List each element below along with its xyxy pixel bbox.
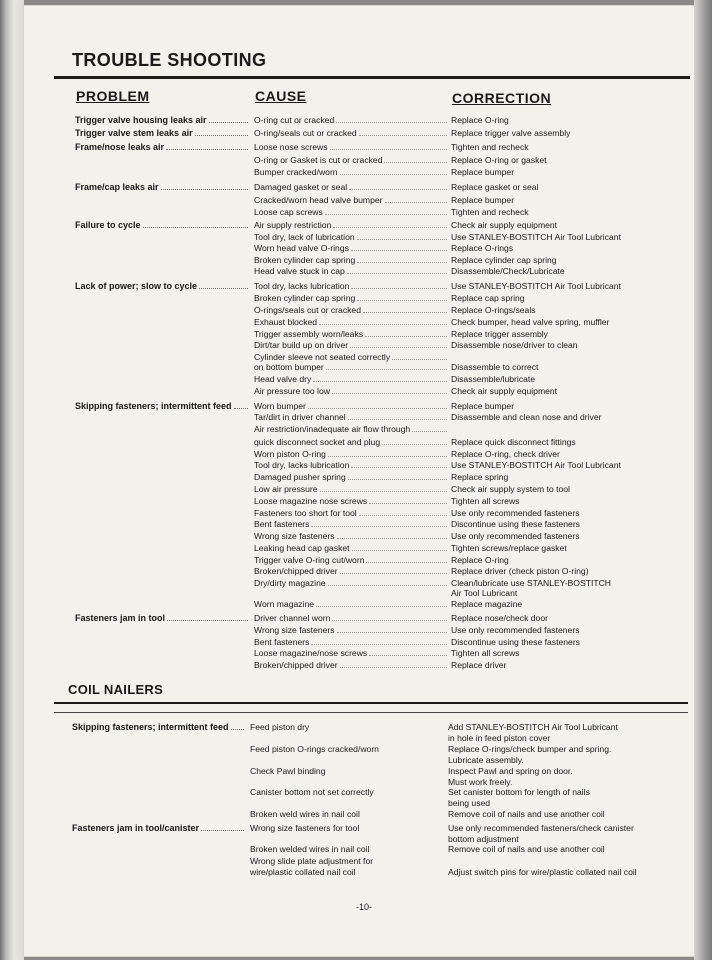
correction-text: Air Tool Lubricant (451, 588, 518, 598)
problem-text: Lack of power; slow to cycle (75, 281, 198, 291)
cause-text: Broken welded wires in nail coil (250, 844, 370, 854)
cause-label (254, 329, 449, 339)
cause-text: Broken/chipped driver (254, 566, 338, 576)
cause-label (254, 220, 449, 230)
correction-text: Replace O-ring (451, 115, 509, 125)
cause-text: Bent fasteners (254, 519, 310, 529)
cause-label (254, 566, 449, 576)
cause-label (250, 844, 446, 854)
correction-text: Check air supply equipment (451, 220, 558, 230)
correction-text: Use STANLEY-BOSTITCH Air Tool Lubricant (451, 460, 621, 470)
cause-text: Air restriction/inadequate air flow through (254, 424, 411, 434)
problem-text: Trigger valve housing leaks air (75, 115, 207, 125)
cause-label (254, 460, 449, 470)
cause-label (254, 625, 449, 635)
cause-label (254, 412, 449, 422)
coil-nailers-title: COIL NAILERS (68, 682, 164, 697)
cause-label (250, 744, 446, 754)
problem-text: Failure to cycle (75, 220, 141, 230)
page-title: TROUBLE SHOOTING (72, 50, 267, 70)
dot-leader (167, 620, 248, 621)
dot-leader (328, 585, 447, 586)
problem-text: Frame/nose leaks air (75, 142, 165, 152)
correction-text: Set canister bottom for length of nails (448, 787, 590, 797)
title-rule (54, 76, 690, 79)
dot-leader (350, 347, 447, 348)
dot-leader (359, 515, 447, 516)
cause-text: Broken cylinder cap spring (254, 293, 356, 303)
correction-text: Remove coil of nails and use another coil (448, 809, 605, 819)
problem-label (72, 722, 246, 732)
cause-label (254, 599, 449, 609)
correction-text: Replace trigger assembly (451, 329, 548, 339)
correction-text: Discontinue using these fasteners (451, 637, 580, 647)
cause-text: Wrong size fasteners for tool (250, 823, 360, 833)
cause-label (254, 115, 449, 125)
problem-text: Frame/cap leaks air (75, 182, 159, 192)
cause-label (254, 424, 449, 434)
cause-text: Broken weld wires in nail coil (250, 809, 360, 819)
cause-label (254, 543, 449, 553)
cause-text: Cylinder sleeve not seated correctly (254, 352, 391, 362)
correction-text: Replace O-ring (451, 555, 509, 565)
cause-label (254, 305, 449, 315)
cause-label (254, 243, 449, 253)
cause-label (254, 472, 449, 482)
dot-leader (311, 644, 447, 645)
correction-text: Replace O-ring, check driver (451, 449, 560, 459)
cause-label (254, 266, 449, 276)
dot-leader (359, 135, 447, 136)
correction-text: Tighten all screws (451, 648, 520, 658)
cause-label (254, 167, 449, 177)
cause-text: Cracked/worn head valve bumper (254, 195, 383, 205)
cause-label (254, 142, 449, 152)
problem-text: Trigger valve stem leaks air (75, 128, 193, 138)
correction-text: Use only recommended fasteners (451, 625, 580, 635)
correction-text: Check air supply equipment (451, 386, 558, 396)
cause-label (250, 823, 446, 833)
problem-label (75, 142, 250, 152)
cause-label (254, 555, 449, 565)
correction-text: Tighten and recheck (451, 207, 529, 217)
cause-label (254, 484, 449, 494)
cause-text: Low air pressure (254, 484, 318, 494)
cause-label (250, 867, 446, 877)
section-rule-thin (54, 712, 688, 713)
correction-text: Disassemble/Check/Lubricate (451, 266, 565, 276)
correction-text: Disassemble/lubricate (451, 374, 536, 384)
cause-text: Dirt/tar build up on driver (254, 340, 349, 350)
cause-text: Loose cap screws (254, 207, 323, 217)
cause-label (254, 195, 449, 205)
correction-text: Disassemble nose/driver to clean (451, 340, 578, 350)
cause-label (254, 362, 449, 372)
correction-text: Use STANLEY-BOSTITCH Air Tool Lubricant (451, 281, 621, 291)
cause-label (254, 449, 449, 459)
dot-leader (412, 431, 447, 432)
correction-text: Replace O-rings/seals (451, 305, 536, 315)
cause-text: Broken cylinder cap spring (254, 255, 356, 265)
cause-text: Wrong slide plate adjustment for (250, 856, 374, 866)
dot-leader (365, 336, 447, 337)
cause-label (254, 374, 449, 384)
correction-text: Replace O-rings/check bumper and spring. (448, 744, 612, 754)
problem-label (75, 182, 250, 192)
dot-leader (340, 174, 447, 175)
correction-text: Use only recommended fasteners (451, 531, 580, 541)
cause-label (254, 578, 449, 588)
cause-text: O-rings/seals cut or cracked (254, 305, 361, 315)
dot-leader (319, 324, 447, 325)
cause-text: O-ring cut or cracked (254, 115, 335, 125)
problem-label (75, 281, 250, 291)
cause-text: Damaged gasket or seal (254, 182, 348, 192)
cause-text: Wrong size fasteners (254, 625, 335, 635)
cause-label (254, 637, 449, 647)
cause-label (254, 660, 449, 670)
cause-text: Feed piston dry (250, 722, 310, 732)
correction-text: Check bumper, head valve spring, muffler (451, 317, 610, 327)
cause-text: Check Pawl binding (250, 766, 326, 776)
cause-label (250, 722, 446, 732)
dot-leader (166, 149, 248, 150)
correction-text: Use STANLEY-BOSTITCH Air Tool Lubricant (451, 232, 621, 242)
correction-text: Replace gasket or seal (451, 182, 539, 192)
correction-text: Must work freely. (448, 777, 513, 787)
dot-leader (326, 369, 447, 370)
dot-leader (357, 262, 447, 263)
dot-leader (336, 122, 447, 123)
correction-text: Disassemble and clean nose and driver (451, 412, 602, 422)
cause-label (254, 519, 449, 529)
cause-text: Bent fasteners (254, 637, 310, 647)
cause-text: quick disconnect socket and plug (254, 437, 381, 447)
cause-text: Loose nose screws (254, 142, 328, 152)
cause-text: Fasteners too short for tool (254, 508, 357, 518)
correction-text: Discontinue using these fasteners (451, 519, 580, 529)
correction-text: Replace bumper (451, 401, 515, 411)
cause-label (254, 182, 449, 192)
problem-label (75, 115, 250, 125)
problem-label (72, 823, 246, 833)
cause-label (254, 207, 449, 217)
correction-text: Tighten and recheck (451, 142, 529, 152)
correction-text: Use only recommended fasteners/check canister (448, 823, 634, 833)
cause-text: Broken/chipped driver (254, 660, 338, 670)
cause-label (254, 496, 449, 506)
correction-text: Replace driver (451, 660, 507, 670)
cause-text: Head valve stuck in cap (254, 266, 345, 276)
dot-leader (337, 632, 447, 633)
dot-leader (161, 189, 248, 190)
correction-text: Adjust switch pins for wire/plastic collated nail coil (448, 867, 637, 877)
correction-text: Add STANLEY-BOSTITCH Air Tool Lubricant (448, 722, 618, 732)
dot-leader (325, 214, 447, 215)
correction-text: Replace bumper (451, 195, 515, 205)
correction-header: CORRECTION (452, 90, 552, 106)
cause-label (254, 293, 449, 303)
cause-text: Damaged pusher spring (254, 472, 346, 482)
cause-text: Exhaust blocked (254, 317, 318, 327)
correction-text: Replace bumper (451, 167, 515, 177)
dot-leader (143, 227, 248, 228)
correction-text: Replace quick disconnect fittings (451, 437, 576, 447)
dot-leader (351, 288, 447, 289)
problem-text: Fasteners jam in tool/canister (72, 823, 200, 833)
cause-text: wire/plastic collated nail coil (250, 867, 356, 877)
cause-label (254, 317, 449, 327)
problem-label (75, 220, 250, 230)
cause-text: Worn piston O-ring (254, 449, 326, 459)
dot-leader (337, 538, 447, 539)
dot-leader (369, 503, 447, 504)
dot-leader (199, 288, 248, 289)
problem-label (75, 401, 250, 411)
cause-text: Feed piston O-rings cracked/worn (250, 744, 379, 754)
cause-text: Leaking head cap gasket (254, 543, 350, 553)
cause-label (254, 531, 449, 541)
correction-text: Replace cap spring (451, 293, 525, 303)
dot-leader (320, 491, 447, 492)
correction-text: Clean/lubricate use STANLEY-BOSTITCH (451, 578, 611, 588)
cause-text: Head valve dry (254, 374, 312, 384)
dot-leader (384, 162, 447, 163)
dot-leader (348, 419, 447, 420)
correction-text: Replace spring (451, 472, 509, 482)
dot-leader (363, 312, 447, 313)
correction-text: Replace trigger valve assembly (451, 128, 571, 138)
cause-text: Air pressure too low (254, 386, 330, 396)
cause-label (254, 281, 449, 291)
dot-leader (328, 456, 447, 457)
correction-text: Tighten screws/replace gasket (451, 543, 567, 553)
correction-text: in hole in feed piston cover (448, 733, 551, 743)
cause-text: Bumper cracked/worn (254, 167, 338, 177)
correction-text: bottom adjustment (448, 834, 519, 844)
dot-leader (311, 526, 447, 527)
correction-text: Replace magazine (451, 599, 523, 609)
correction-text: Check air supply system to tool (451, 484, 570, 494)
dot-leader (234, 408, 248, 409)
problem-text: Skipping fasteners; intermittent feed (72, 722, 229, 732)
cause-text: Air supply restriction (254, 220, 332, 230)
dot-leader (351, 250, 447, 251)
cause-text: Trigger valve O-ring cut/worn (254, 555, 365, 565)
cause-label (254, 508, 449, 518)
dot-leader (357, 239, 447, 240)
cause-label (254, 613, 449, 623)
dot-leader (352, 550, 447, 551)
cause-text: Worn bumper (254, 401, 306, 411)
cause-label (254, 232, 449, 242)
dot-leader (348, 479, 447, 480)
cause-text: Worn head valve O-rings (254, 243, 349, 253)
cause-text: Loose magazine nose screws (254, 496, 368, 506)
dot-leader (392, 359, 447, 360)
dot-leader (357, 300, 447, 301)
correction-text: Replace O-rings (451, 243, 514, 253)
dot-leader (201, 830, 244, 831)
cause-text: Dry/dirty magazine (254, 578, 326, 588)
dot-leader (316, 606, 447, 607)
cause-label (250, 809, 446, 819)
cause-text: Tar/dirt in driver channel (254, 412, 346, 422)
cause-label (254, 352, 449, 362)
dot-leader (382, 444, 447, 445)
cause-text: Tool dry, lacks lubrication (254, 460, 350, 470)
correction-text: Replace nose/check door (451, 613, 548, 623)
correction-text: Tighten all screws (451, 496, 520, 506)
dot-leader (347, 273, 447, 274)
cause-label (250, 766, 446, 776)
correction-text: Use only recommended fasteners (451, 508, 580, 518)
dot-leader (195, 135, 248, 136)
dot-leader (351, 467, 447, 468)
dot-leader (385, 202, 448, 203)
cause-label (254, 437, 449, 447)
problem-label (75, 613, 250, 623)
problem-label (75, 128, 250, 138)
dot-leader (340, 573, 447, 574)
correction-text: Remove coil of nails and use another coil (448, 844, 605, 854)
dot-leader (366, 562, 447, 563)
cause-text: Canister bottom not set correctly (250, 787, 374, 797)
cause-label (254, 386, 449, 396)
dot-leader (369, 655, 447, 656)
dot-leader (330, 149, 447, 150)
page-edge-shadow (694, 0, 712, 960)
page-curl-shadow (0, 0, 24, 960)
correction-text: Replace O-ring or gasket (451, 155, 547, 165)
page-number: -10- (356, 902, 373, 912)
dot-leader (209, 122, 248, 123)
correction-text: being used (448, 798, 491, 808)
cause-label (254, 401, 449, 411)
dot-leader (349, 189, 447, 190)
dot-leader (313, 381, 447, 382)
cause-label (250, 787, 446, 797)
cause-label (254, 128, 449, 138)
dot-leader (333, 227, 447, 228)
cause-label (250, 856, 446, 866)
correction-text: Replace driver (check piston O-ring) (451, 566, 589, 576)
dot-leader (332, 620, 447, 621)
problem-text: Skipping fasteners; intermittent feed (75, 401, 232, 411)
cause-text: Driver channel worn (254, 613, 331, 623)
cause-text: O-ring or Gasket is cut or cracked (254, 155, 383, 165)
cause-label (254, 648, 449, 658)
correction-text: Inspect Pawl and spring on door. (448, 766, 573, 776)
cause-text: Wrong size fasteners (254, 531, 335, 541)
dot-leader (340, 667, 447, 668)
cause-text: Tool dry, lacks lubrication (254, 281, 350, 291)
problem-header: PROBLEM (76, 88, 150, 104)
section-rule (54, 702, 688, 704)
correction-text: Lubricate assembly. (448, 755, 524, 765)
correction-text: Disassemble to correct (451, 362, 539, 372)
correction-text: Replace cylinder cap spring (451, 255, 557, 265)
cause-text: Trigger assembly worn/leaks (254, 329, 364, 339)
cause-label (254, 340, 449, 350)
dot-leader (332, 393, 447, 394)
cause-text: on bottom bumper (254, 362, 324, 372)
cause-label (254, 155, 449, 165)
cause-text: Worn magazine (254, 599, 315, 609)
cause-label (254, 255, 449, 265)
cause-text: O-ring/seals cut or cracked (254, 128, 357, 138)
cause-text: Tool dry, lack of lubrication (254, 232, 355, 242)
dot-leader (231, 729, 244, 730)
cause-text: Loose magazine/nose screws (254, 648, 368, 658)
dot-leader (308, 408, 447, 409)
cause-header: CAUSE (255, 88, 307, 104)
problem-text: Fasteners jam in tool (75, 613, 166, 623)
